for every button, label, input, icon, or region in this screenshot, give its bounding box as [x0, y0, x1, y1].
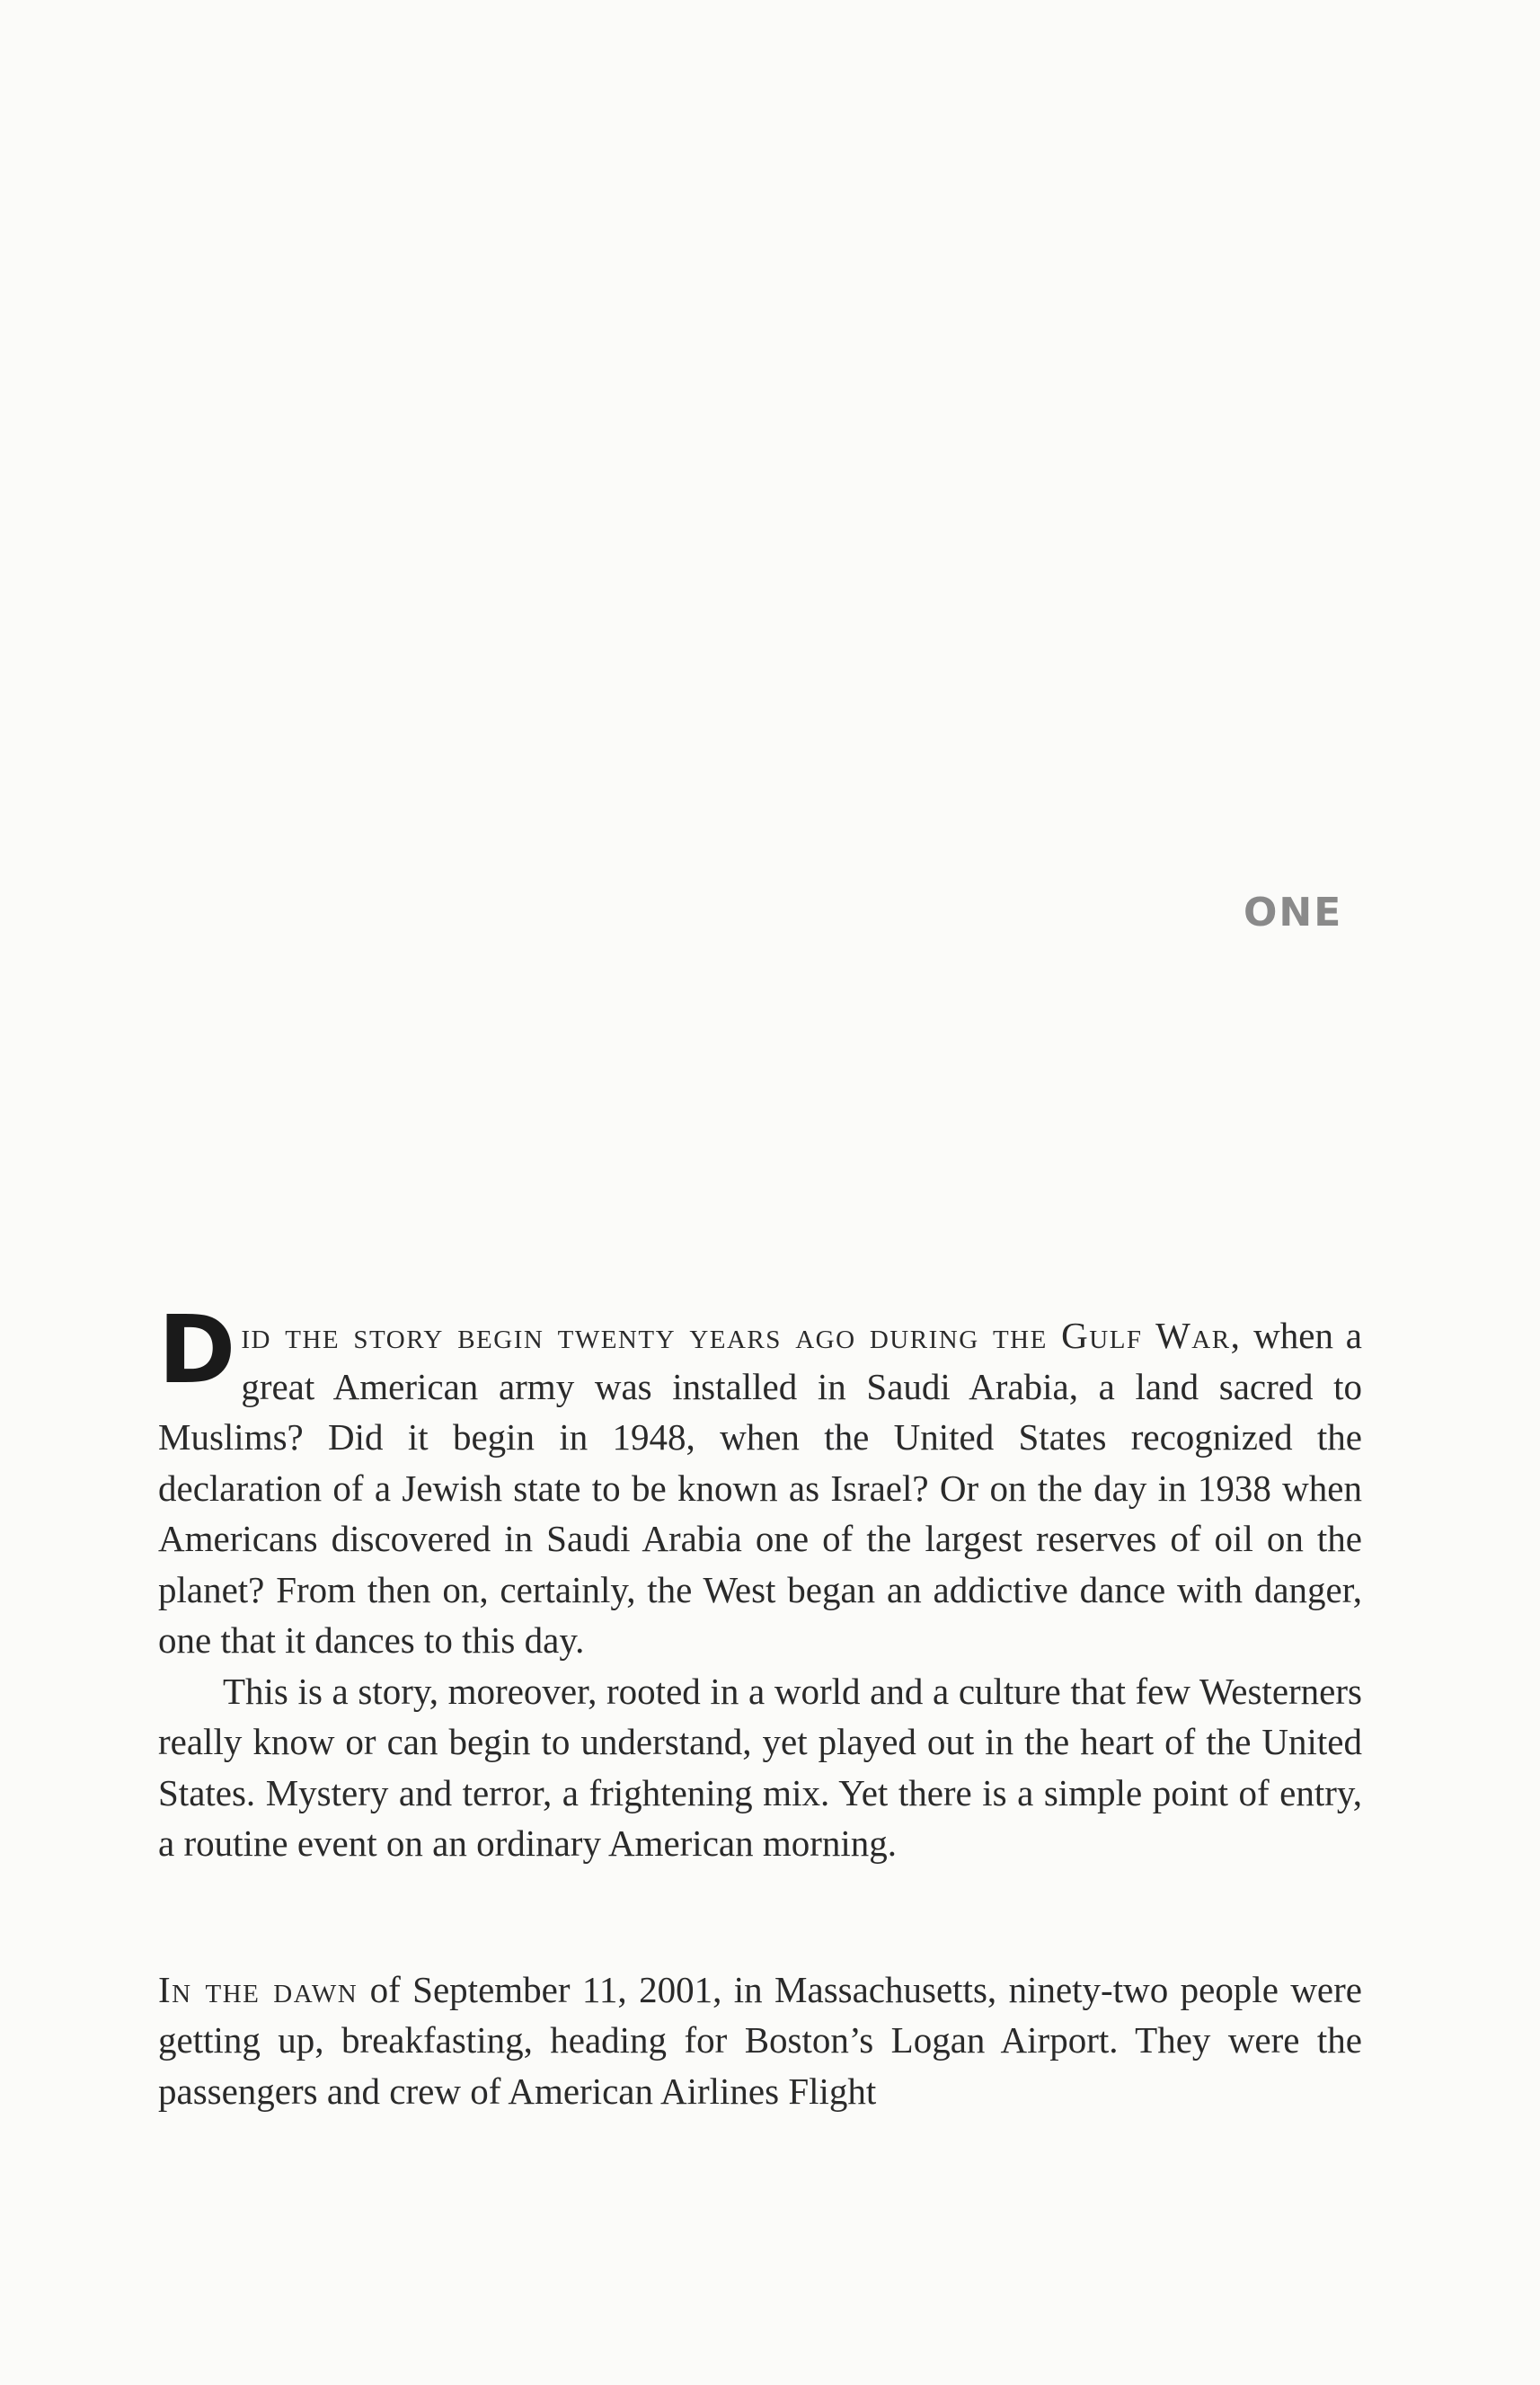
chapter-text: [158, 1295, 1362, 2116]
section-lead-in: In the dawn: [158, 1968, 358, 2010]
third-paragraph: [158, 1964, 1362, 2117]
chapter-heading: ONE: [1244, 890, 1343, 935]
section-break: [158, 1869, 1362, 1964]
opening-paragraph: [158, 1295, 1362, 1666]
opening-paragraph-body: when a great American army was installed in Saudi Arabia, a land sacred to Muslims? Did it begin in 1948, when the United States recognized the declaration of a Jewish state to be known as Israel? Or on the day in 1938 when Americans discovered in Saudi Arabia one of the largest reserves of oil on the planet? From then on, certainly, the West began an addictive dance with danger, one that it dances to this day.: [158, 1315, 1362, 1661]
drop-cap: D: [158, 1295, 236, 1405]
second-paragraph: This is a story, moreover, rooted in a world and a culture that few Westerners really know or can begin to understand, yet played out in the heart of the United States. Mystery and terror, a frightening mix. Yet there is a simple point of entry, a routine event on an ordinary American morning.: [158, 1670, 1362, 1864]
third-paragraph-body: of September 11, 2001, in Massachusetts, ninety-two people were getting up, breakfasting, heading for Boston’s Logan Airport. They were the passengers and crew of American Airlines Flight: [158, 1968, 1362, 2112]
opening-lead-in: id the story begin twenty years ago during the Gulf War,: [241, 1315, 1242, 1356]
